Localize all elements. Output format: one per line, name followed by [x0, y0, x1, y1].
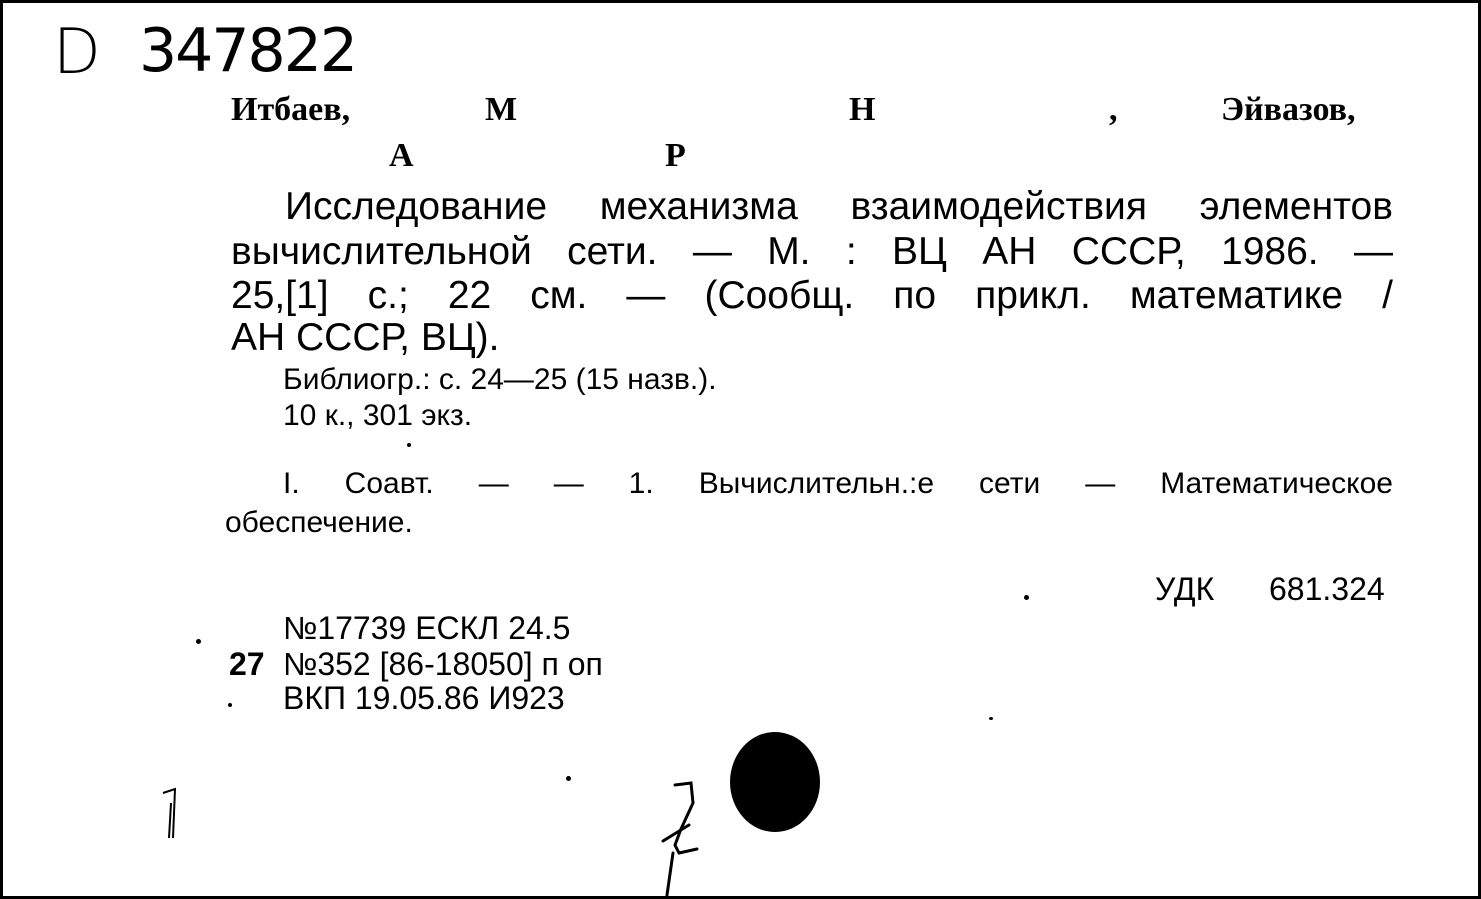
description-word: 22 [447, 274, 492, 317]
subject-word: Вычислительн.:е [698, 467, 935, 500]
stock-line-3: ВКП 19.05.86 И923 [283, 680, 565, 716]
author-initial-m: М [485, 91, 518, 128]
description-line-4: АН СССР, ВЦ). [231, 316, 500, 359]
description-word: Исследование [285, 185, 548, 228]
pencil-mark-left [163, 789, 175, 838]
subject-tracing-line-2: обеспечение. [225, 506, 413, 539]
subject-word: — [1085, 467, 1116, 500]
subject-word: — [553, 467, 584, 500]
author-separator: , [1109, 91, 1118, 128]
subject-word: I. [283, 467, 300, 500]
author-initial-n: Н [849, 91, 876, 128]
description-word: СССР, [1071, 230, 1186, 273]
price-copies-note: 10 к., 301 экз. [283, 399, 473, 432]
description-word: ВЦ [892, 230, 947, 273]
subject-word: — [478, 467, 509, 500]
description-word: см. [530, 274, 588, 317]
pencil-mark-signature [663, 783, 697, 895]
description-word: 25,[1] [231, 274, 329, 317]
description-word: математике [1129, 274, 1344, 317]
description-word: — [626, 274, 666, 317]
subject-word: сети [979, 467, 1041, 500]
description-word: сети. [567, 230, 658, 273]
description-word: по [893, 274, 937, 317]
subject-word: 1. [628, 467, 654, 500]
call-number: 347822 [139, 16, 357, 86]
description-word: — [692, 230, 732, 273]
description-word: (Сообщ. [704, 274, 855, 317]
subject-word: Математическое [1160, 467, 1393, 500]
call-number-prefix: D [53, 15, 101, 88]
bibliography-note: Библиогр.: с. 24—25 (15 назв.). [283, 363, 717, 396]
stock-line-2-prefix: 27 [229, 646, 265, 682]
description-word: прикл. [975, 274, 1091, 317]
author-surname-1: Итбаев, [231, 91, 351, 128]
author-initial-r: Р [665, 137, 686, 174]
stock-line-2: №352 [86-18050] п оп [283, 646, 603, 682]
description-word: АН [982, 230, 1037, 273]
author-surname-2: Эйвазов, [1221, 91, 1356, 128]
description-word: вычислительной [231, 230, 532, 273]
stock-line-1: №17739 ЕСКЛ 24.5 [283, 610, 571, 646]
description-word: 1986. [1221, 230, 1319, 273]
author-initial-a: А [389, 137, 414, 174]
udk-value: 681.324 [1269, 571, 1385, 607]
description-word: : [845, 230, 857, 273]
description-word: — [1353, 230, 1393, 273]
udk-label: УДК [1155, 571, 1215, 607]
description-word: М. [767, 230, 811, 273]
handwritten-marks [3, 3, 1478, 896]
description-word: взаимодействия [850, 185, 1147, 228]
description-word: с.; [367, 274, 409, 317]
description-word: механизма [599, 185, 798, 228]
description-word: элементов [1199, 185, 1393, 228]
description-word: / [1382, 274, 1393, 317]
subject-word: Соавт. [344, 467, 434, 500]
